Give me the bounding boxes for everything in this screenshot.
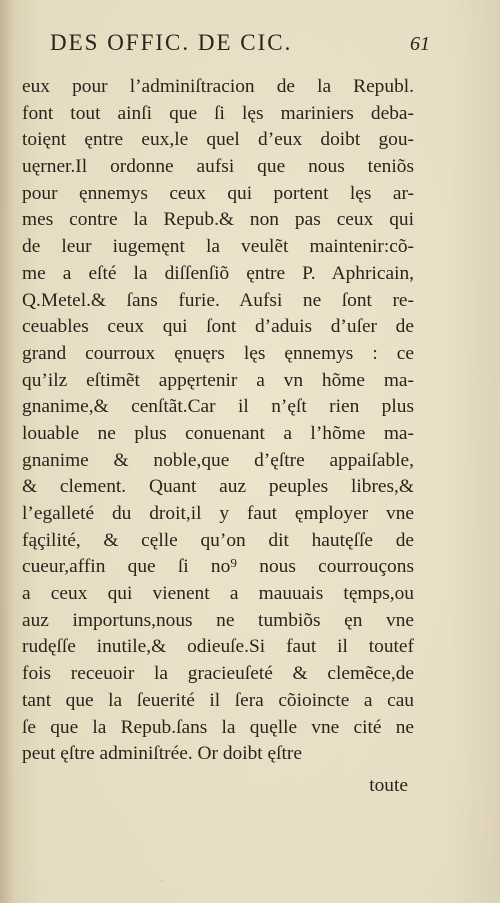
text-line: eux pour l’adminiſtracion de la Republ. — [22, 76, 414, 97]
text-line: tant que la ſeuerité il ſera cõioincte a cau — [22, 689, 414, 711]
text-line: fąçilité, & cęlle qu’on dit hautęſſe de — [22, 529, 414, 551]
text-line: pour ęnnemys ceux qui portent lęs ar- — [22, 182, 414, 204]
text-line: auz importuns,nous ne tumbiõs ęn vne — [22, 609, 414, 631]
text-line: me a eſté la diſſenſiõ ęntre P. Aphricain, — [22, 262, 414, 284]
text-line: gnanime,& cenſtãt.Car il n’ęſt rien plus — [22, 396, 414, 418]
body-text — [22, 74, 414, 768]
text-line: de leur iugemęnt la veulẽt maintenir:cõ- — [22, 236, 414, 258]
text-line: l’egalleté du droit,il y faut ęmployer vne — [22, 503, 414, 524]
text-line: peut ęſtre adminiſtrée. Or doibt ęſtre — [22, 743, 302, 765]
text-line: mes contre la Repub.& non pas ceux qui — [22, 209, 414, 231]
page-number: 61 — [410, 33, 430, 55]
ink-mark: ˊ — [160, 880, 164, 891]
running-header — [50, 30, 430, 56]
text-line: ſe que la Repub.ſans la quęlle vne cité ne — [22, 716, 414, 738]
text-line: grand courroux ęnuęrs lęs ęnnemys : ce — [22, 342, 414, 364]
text-line: Q.Metel.& ſans furie. Aufsi ne ſont re- — [22, 289, 414, 311]
text-line: fois receuoir la gracieuſeté & clemẽce,de — [22, 663, 414, 685]
text-line: qu’ilz eſtimẽt appęrtenir a vn hõme ma- — [22, 369, 414, 391]
text-line: uęrner.Il ordonne aufsi que nous teniõs — [22, 156, 414, 178]
page-gutter-shadow — [0, 0, 14, 903]
text-line: & clement. Quant auz peuples libres,& — [22, 476, 414, 498]
text-line: a ceux qui vienent a mauuais tęmps,ou — [22, 583, 414, 605]
text-line: gnanime & noble,que d’ęſtre appaiſable, — [22, 449, 414, 471]
text-line: rudęſſe inutile,& odieuſe.Si faut il toutef — [22, 636, 414, 658]
running-title: DES OFFIC. DE CIC. — [50, 30, 293, 55]
text-line: louable ne plus conuenant a l’hõme ma- — [22, 422, 414, 444]
text-line: cueur,affin que ſi no⁹ nous courrouçons — [22, 556, 414, 578]
text-line: ceuables ceux qui ſont d’aduis d’uſer de — [22, 316, 414, 338]
text-line: font tout ainſi que ſi lęs mariniers deba- — [22, 102, 414, 124]
text-line: toięnt ęntre eux,le quel d’eux doibt gou- — [22, 129, 414, 151]
catchword: toute — [369, 775, 408, 796]
